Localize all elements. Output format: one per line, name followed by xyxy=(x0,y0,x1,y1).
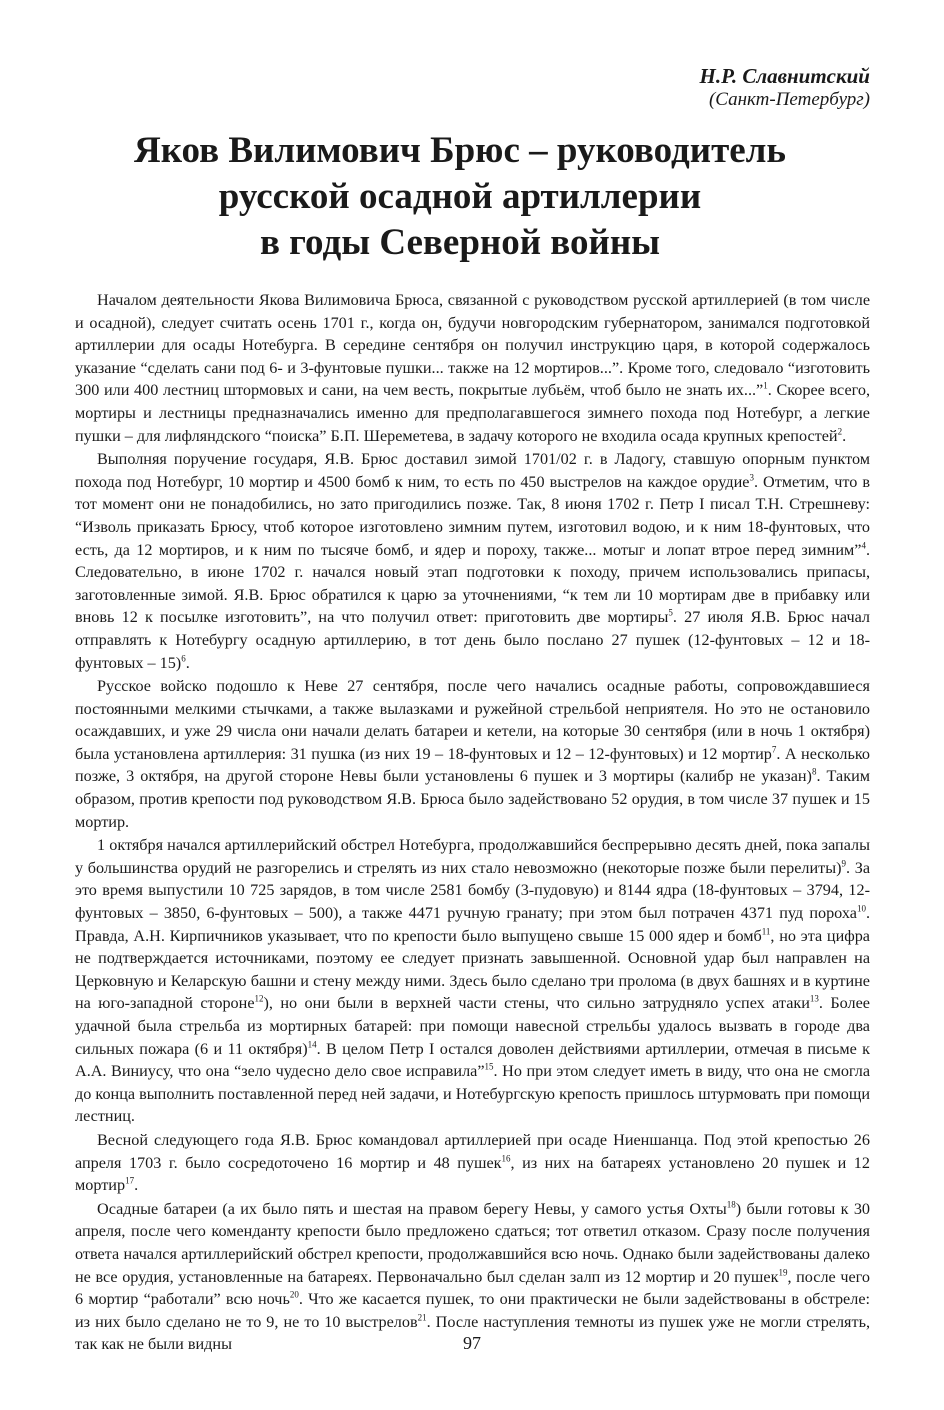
footnote-ref: 21 xyxy=(417,1312,427,1323)
text-run: . За это время выпустили 10 725 зарядов, в том числе 2581 бомбу (3-пудовую) и 8144 ядра (18-фунтовых – 3794, 12-фунтовых – 3850, 6-фунтовых – 500), а также 4471 ручную гранату; при этом был потрачен 4371 пуд пороха xyxy=(75,858,870,923)
text-run: . После наступления темноты из пушек уже не могли стрелять, так как не были видны xyxy=(75,1312,871,1354)
text-run: ), но они были в верхней части стены, что сильно затрудняло успех атаки xyxy=(263,994,810,1013)
text-run: Русское войско подошло к Неве 27 сентября, после чего начались осадные работы, сопровождавшиеся постоянными мелкими стычками, а также вылазками и ружейной стрельбой неприятеля. Но это не остановило осаждавших, и уже 29 числа они начали делать батареи и кетели, на которые 30 сентября (или в ночь 1 октября) была установлена артиллерия: 31 пушка (из них 19 – 18-фунтовых и 12 – 12-фунтовых) и 12 мортир xyxy=(75,677,870,763)
text-run: , из них на батареях установлено 20 пушек и 12 мортир xyxy=(75,1153,870,1195)
footnote-ref: 20 xyxy=(289,1289,299,1300)
text-run: . Скорее всего, мортиры и лестницы предназначались именно для предполагавшегося зимнего похода под Нотебург, а легкие пушки – для лифляндского “поиска” Б.П. Шереметева, в задачу которого не входила осада крупных крепостей xyxy=(75,381,871,445)
footnote-ref: 4 xyxy=(861,540,866,551)
footnote-ref: 5 xyxy=(668,607,673,618)
footnote-ref: 6 xyxy=(181,653,186,664)
footnote-ref: 18 xyxy=(726,1199,736,1210)
title-line: Яков Вилимович Брюс – руководитель xyxy=(134,130,786,171)
footnote-ref: 1 xyxy=(763,380,768,391)
text-run: . 27 июля Я.В. Брюс начал отправлять к Нотебургу осадную артиллерию, в тот день было послано 27 пушек (12-фунтовых – 12 и 18-фунтовых – 15) xyxy=(75,608,870,672)
author-name: Н.Р. Славнитский xyxy=(699,64,870,88)
footnote-ref: 3 xyxy=(749,472,754,483)
text-run: . xyxy=(134,1176,139,1195)
text-run: . xyxy=(842,426,847,445)
paragraph-5 xyxy=(75,1129,870,1197)
footnote-ref: 15 xyxy=(484,1061,494,1072)
page-number: 97 xyxy=(463,1333,481,1353)
title-line: в годы Северной войны xyxy=(259,222,661,263)
footnote-ref: 9 xyxy=(841,858,846,869)
text-run: Выполняя поручение государя, Я.В. Брюс доставил зимой 1701/02 г. в Ладогу, ставшую опорным пунктом похода под Нотебург, 10 мортир и 4500 бомб к ним, то есть по 450 выстрелов на каждое орудие xyxy=(75,450,870,491)
text-run: , но эта цифра не подтверждается источниками, поэтому ее следует признать завышенной. Основной удар был направлен на Церковную и Келарскую башни и стену между ними. Здесь было сделано три пролома (в двух башнях и в куртине на юго-западной стороне xyxy=(75,926,870,1013)
paragraph-2 xyxy=(75,448,870,674)
text-run: Весной следующего года Я.В. Брюс командовал артиллерией при осаде Ниеншанца. Под этой крепостью 26 апреля 1703 г. было сосредоточено 16 мортир и 48 пушек xyxy=(75,1130,870,1172)
article-body xyxy=(75,289,870,1356)
text-run: 1 октября начался артиллерийский обстрел Нотебурга, продолжавшийся беспрерывно десять дней, пока запалы у большинства орудий не разгорелись и стрелять из них стало невозможно (некоторые позже были перелиты) xyxy=(75,836,870,877)
footnote-ref: 7 xyxy=(771,744,777,755)
text-run: . А несколько позже, 3 октября, на другой стороне Невы были установлены 6 пушек и 3 мортиры (калибр не указан) xyxy=(75,744,870,786)
footnote-ref: 11 xyxy=(761,926,771,937)
footnote-ref: 14 xyxy=(307,1039,317,1050)
paragraph-3 xyxy=(75,675,870,833)
text-run: . Отметим, что в тот момент они не понадобились, но зато пригодились позже. Так, 8 июня 1702 г. Петр I писал Т.Н. Стрешневу: “Изволь приказать Брюсу, чтоб которое изготовлено зимним путем, изготовил водою, и к ним 18-фунтовых, что есть, да 12 мортиров, и к ним по тысяче бомб, и ядер и пороху, также... мотыг и лопат втрое перед зимним” xyxy=(75,472,870,559)
text-run: . Более удачной была стрельба из мортирных батарей: при помощи навесной стрельбы удалось вызвать в городе два сильных пожара (6 и 11 октября) xyxy=(75,994,870,1058)
text-run: . Правда, А.Н. Кирпичников указывает, что по крепости было выпущено свыше 15 000 ядер и бомб xyxy=(75,904,870,945)
text-run: Осадные батареи (а их было пять и шестая на правом берегу Невы, у самого устья Охты xyxy=(97,1199,727,1218)
title-line: русской осадной артиллерии xyxy=(218,176,702,217)
article-title xyxy=(60,128,860,266)
paragraph-4 xyxy=(75,834,870,1128)
footnote-ref: 10 xyxy=(856,903,866,914)
footnote-ref: 17 xyxy=(125,1175,135,1186)
footnote-ref: 13 xyxy=(809,994,819,1005)
text-run: Началом деятельности Якова Вилимовича Брюса, связанной с руководством русской артиллерией (в том числе и осадной), следует считать осень 1701 г., когда он, будучи новгородским губернатором, занимался подготовкой артиллерии для осады Нотебурга. В середине сентября он получил инструкцию царя, в которой содержалось указание “сделать сани под 6- и 3-фунтовые пушки... также на 12 мортиров...”. Кроме того, следовало “изготовить 300 или 400 лестниц штормовых и сани, на чем весть, покрытые лубьём, чтоб было не знать их...” xyxy=(75,291,870,400)
text-run: . Но при этом следует иметь в виду, что она не смогла до конца выполнить поставленной перед ней задачи, и Нотебургскую крепость пришлось штурмовать при помощи лестниц. xyxy=(75,1062,871,1126)
text-run: . В целом Петр I остался доволен действиями артиллерии, отмечая в письме к А.А. Виниусу, что она “зело чудесно дело свое исправила” xyxy=(75,1039,870,1081)
author-city: (Санкт-Петербург) xyxy=(708,89,870,110)
text-run: ) были готовы к 30 апреля, после чего коменданту крепости было предложено сдаться; тот ответил отказом. Сразу после получения ответа начался артиллерийский обстрел крепости, продолжавшийся всю ночь. Однако были задействованы далеко не все орудия, установленные на батареях. Первоначально был сделан залп из 12 мортир и 20 пушек xyxy=(75,1199,871,1286)
text-run: . Следовательно, в июне 1702 г. начался новый этап подготовки к походу, причем использовались припасы, заготовленные зимой. Я.В. Брюс обратился к царю за уточнениями, “к тем ли 10 мортирам две в прибавку или вновь 12 к посылке изготовить”, на что получил ответ: приготовить две мортиры xyxy=(75,540,870,627)
text-run: , после чего 6 мортир “работали” всю ночь xyxy=(75,1267,870,1309)
footnote-ref: 16 xyxy=(501,1153,511,1164)
footnote-ref: 19 xyxy=(778,1267,788,1278)
text-run: . xyxy=(185,653,190,672)
footnote-ref: 2 xyxy=(837,426,843,437)
author-block xyxy=(700,64,870,112)
paragraph-1 xyxy=(75,289,870,447)
footnote-ref: 12 xyxy=(254,994,264,1005)
text-run: . Что же касается пушек, то они практически не были задействованы в обстреле: из них было сделано не то 9, не то 10 выстрелов xyxy=(75,1290,871,1331)
footnote-ref: 8 xyxy=(811,767,817,778)
text-run: . Таким образом, против крепости под руководством Я.В. Брюса было задействовано 52 орудия, в том числе 37 пушек и 15 мортир. xyxy=(75,767,870,831)
